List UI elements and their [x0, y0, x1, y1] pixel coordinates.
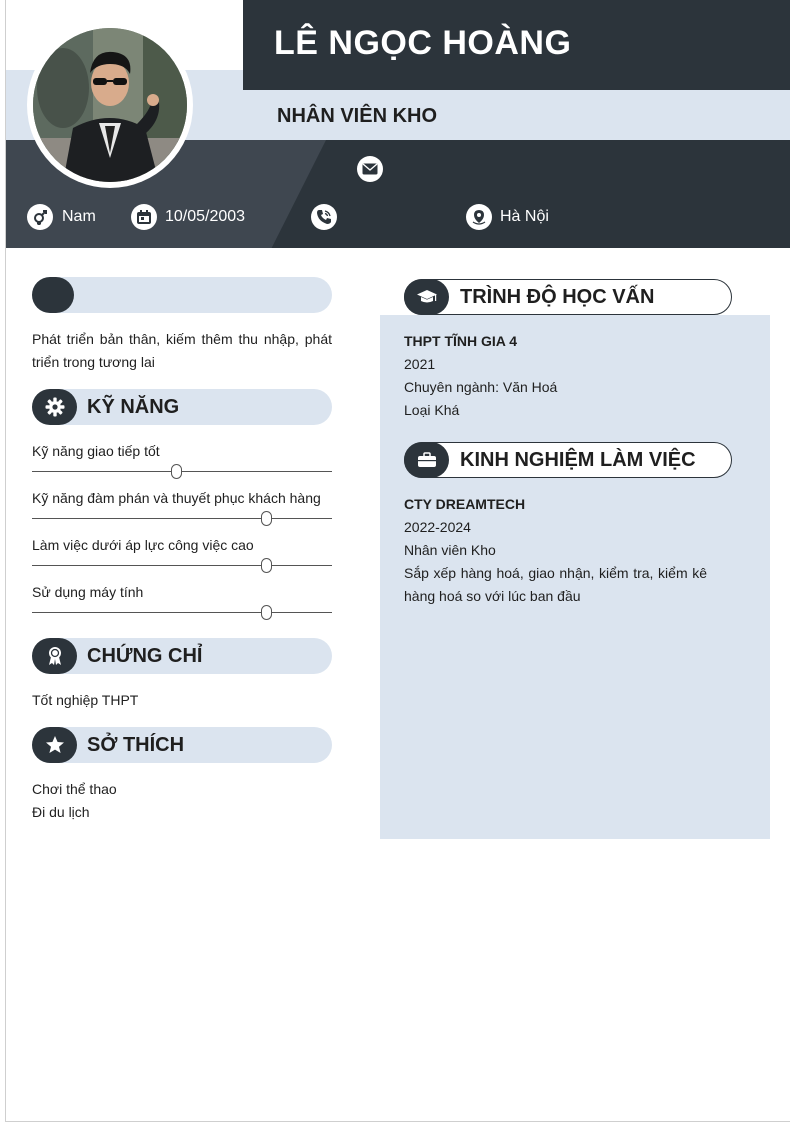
- experience-position: Nhân viên Kho: [404, 542, 496, 558]
- hobby-item: Đi du lịch: [32, 804, 90, 820]
- skill-label: Kỹ năng giao tiếp tốt: [32, 443, 160, 459]
- education-grade: Loại Khá: [404, 402, 460, 418]
- education-title: TRÌNH ĐỘ HỌC VẤN: [460, 286, 655, 308]
- job-title: NHÂN VIÊN KHO: [277, 105, 438, 127]
- graduation-cap-icon: [404, 279, 449, 315]
- skill-level-knob: [171, 464, 182, 479]
- education-major: Chuyên ngành: Văn Hoá: [404, 379, 558, 395]
- candidate-name: LÊ NGỌC HOÀNG: [274, 24, 572, 62]
- gear-icon: [32, 389, 77, 425]
- calendar-icon: [131, 204, 157, 230]
- skill-level-knob: [261, 558, 272, 573]
- experience-period: 2022-2024: [404, 519, 471, 535]
- skill-level-knob: [261, 605, 272, 620]
- hobbies-title: SỞ THÍCH: [87, 734, 185, 756]
- phone-icon: [311, 204, 337, 230]
- education-year: 2021: [404, 356, 436, 372]
- objective-icon: [32, 277, 74, 313]
- cv-page: [5, 0, 790, 1122]
- hobby-item: Chơi thể thao: [32, 781, 117, 797]
- avatar-image: [33, 28, 187, 182]
- gender-text: Nam: [62, 208, 96, 225]
- education-school: THPT TĨNH GIA 4: [404, 333, 518, 349]
- skill-label: Làm việc dưới áp lực công việc cao: [32, 537, 254, 553]
- star-icon: [32, 727, 77, 763]
- medal-icon: [32, 638, 77, 674]
- objective-text: Phát triển bản thân, kiếm thêm thu nhập, phát triển trong tương lai: [32, 331, 332, 370]
- experience-description: Sắp xếp hàng hoá, giao nhận, kiểm tra, kiểm kê hàng hoá so với lúc ban đầu: [404, 565, 707, 604]
- skill-bar: [32, 471, 332, 472]
- birthday-text: 10/05/2003: [165, 208, 246, 225]
- skill-bar: [32, 612, 332, 613]
- avatar: [27, 22, 193, 188]
- email-icon: [357, 156, 383, 182]
- briefcase-icon: [404, 442, 449, 478]
- skill-label: Sử dụng máy tính: [32, 584, 144, 600]
- location-text: Hà Nội: [500, 208, 549, 225]
- certificates-title: CHỨNG CHỈ: [87, 645, 203, 667]
- experience-company: CTY DREAMTECH: [404, 496, 526, 512]
- skill-bar: [32, 518, 332, 519]
- objective-header: [32, 277, 332, 313]
- skill-label: Kỹ năng đàm phán và thuyết phục khách hàng: [32, 490, 321, 506]
- skill-bar: [32, 565, 332, 566]
- skill-level-knob: [261, 511, 272, 526]
- skills-header: [32, 389, 332, 425]
- certificate-item: Tốt nghiệp THPT: [32, 692, 139, 708]
- location-icon: [466, 204, 492, 230]
- experience-title: KINH NGHIỆM LÀM VIỆC: [460, 449, 696, 471]
- gender-icon: [27, 204, 53, 230]
- skills-title: KỸ NĂNG: [87, 396, 180, 418]
